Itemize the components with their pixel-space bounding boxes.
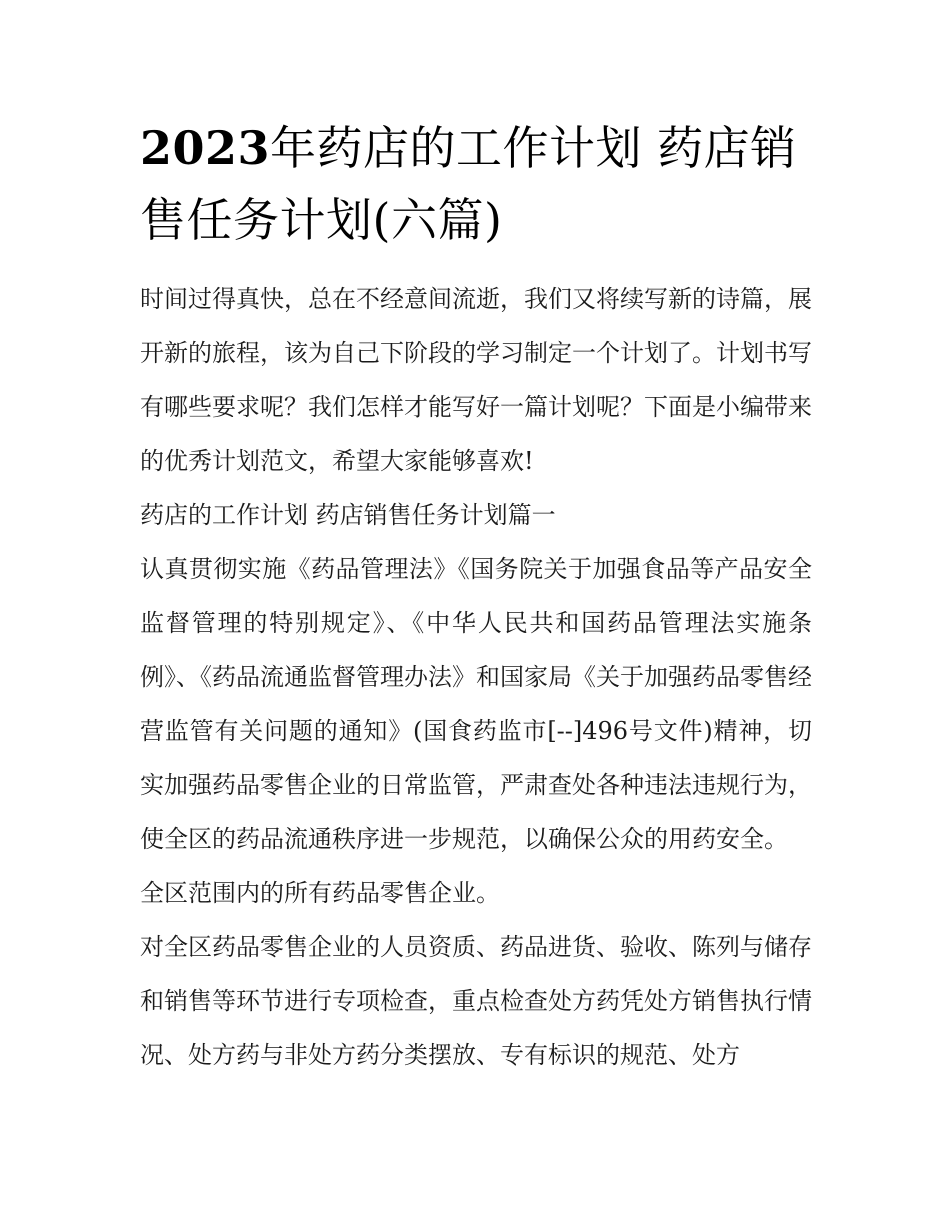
- intro-paragraph: 时间过得真快，总在不经意间流逝，我们又将续写新的诗篇，展开新的旅程，该为自己下阶段的学习制定一个计划了。计划书写有哪些要求呢？我们怎样才能写好一篇计划呢？下面是小编带来的优秀计划范文，希望大家能够喜欢!: [140, 285, 812, 475]
- body-paragraph: 认真贯彻实施《药品管理法》《国务院关于加强食品等产品安全监督管理的特别规定》、《中华人民共和国药品管理法实施条例》、《药品流通监督管理办法》和国家局《关于加强药品零售经营监管有关问题的通知》(国食药监市[--]496号文件)精神，切实加强药品零售企业的日常监管，严肃查处各种违法违规行为，使全区的药品流通秩序进一步规范，以确保公众的用药安全。: [140, 555, 812, 853]
- title-text: 年药店的工作计划 药店销售任务计划(六篇): [140, 121, 797, 247]
- document-content: [140, 112, 812, 1082]
- scope-paragraph: 全区范围内的所有药品零售企业。: [140, 879, 500, 907]
- section-heading: 药店的工作计划 药店销售任务计划篇一: [140, 501, 556, 529]
- title-year: 2023: [140, 121, 271, 175]
- document-title: [140, 112, 812, 256]
- inspection-paragraph: 对全区药品零售企业的人员资质、药品进货、验收、陈列与储存和销售等环节进行专项检查，重点检查处方药凭处方销售执行情况、处方药与非处方药分类摆放、专有标识的规范、处方: [140, 933, 812, 1069]
